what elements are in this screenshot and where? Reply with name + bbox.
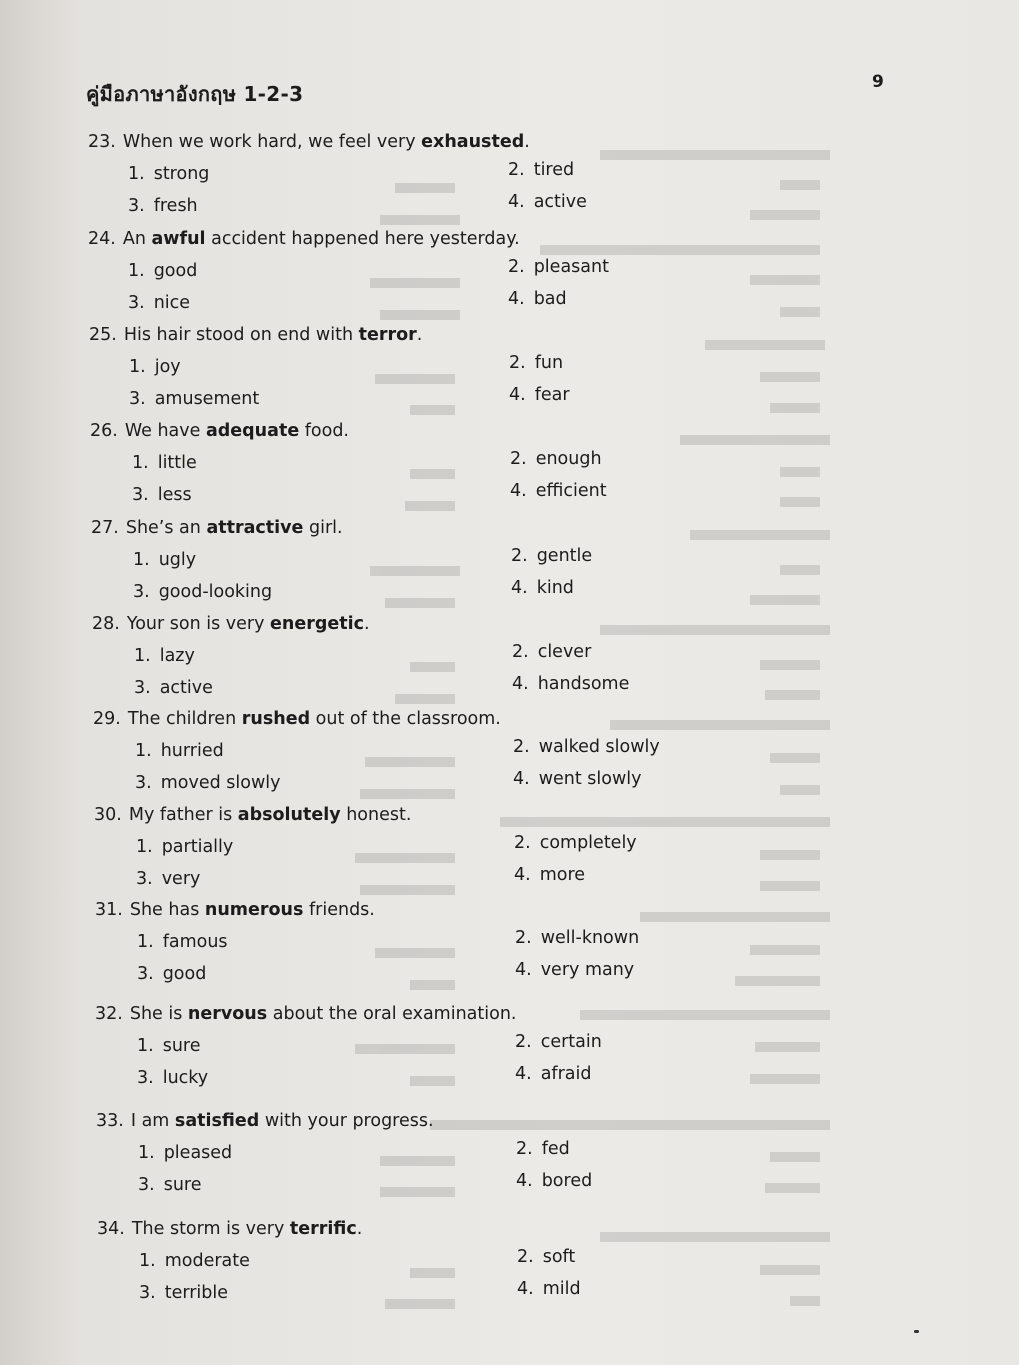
answer-option xyxy=(515,1032,602,1052)
option-text: gentle xyxy=(536,546,593,566)
question-stem xyxy=(95,900,975,920)
option-number: 3. xyxy=(132,485,149,505)
answer-option xyxy=(508,289,567,309)
option-number: 4. xyxy=(515,960,532,980)
answer-option xyxy=(513,737,660,757)
option-number: 2. xyxy=(516,1139,533,1159)
question-item xyxy=(91,518,971,602)
option-text: very xyxy=(161,869,201,889)
question-stem xyxy=(88,132,968,152)
question-text-pre: She has xyxy=(129,900,205,920)
question-stem xyxy=(96,1111,976,1131)
option-text: bored xyxy=(541,1171,593,1191)
question-number: 23. xyxy=(88,132,116,152)
question-number: 25. xyxy=(89,325,117,345)
option-number: 4. xyxy=(516,1171,533,1191)
question-keyword: terrific xyxy=(289,1219,357,1239)
option-number: 1. xyxy=(135,741,152,761)
option-number: 3. xyxy=(128,196,145,216)
option-number: 4. xyxy=(509,385,526,405)
option-number: 4. xyxy=(508,192,525,212)
option-text: active xyxy=(159,678,213,698)
answer-option xyxy=(133,550,196,570)
question-keyword: rushed xyxy=(241,709,311,729)
option-text: afraid xyxy=(540,1064,592,1084)
question-stem xyxy=(94,805,974,825)
option-number: 2. xyxy=(517,1247,534,1267)
option-text: fed xyxy=(541,1139,570,1159)
answer-option xyxy=(129,389,259,409)
question-number: 27. xyxy=(91,518,119,538)
question-stem xyxy=(95,1004,975,1024)
question-stem xyxy=(91,518,971,538)
answer-option xyxy=(516,1171,592,1191)
answer-option xyxy=(509,385,570,405)
answer-option xyxy=(513,769,642,789)
option-number: 3. xyxy=(137,964,154,984)
answer-option xyxy=(512,642,591,662)
answer-option xyxy=(135,741,224,761)
option-text: pleased xyxy=(163,1143,233,1163)
option-number: 4. xyxy=(508,289,525,309)
ink-speck xyxy=(914,1330,919,1333)
question-number: 29. xyxy=(93,709,121,729)
answer-option xyxy=(134,678,213,698)
option-number: 2. xyxy=(509,353,526,373)
option-text: soft xyxy=(542,1247,576,1267)
answer-option xyxy=(137,1068,208,1088)
answer-option xyxy=(517,1279,581,1299)
option-text: went slowly xyxy=(538,769,642,789)
option-text: little xyxy=(157,453,197,473)
question-keyword: numerous xyxy=(204,900,304,920)
option-text: partially xyxy=(161,837,234,857)
question-item xyxy=(90,421,970,505)
answer-option xyxy=(139,1283,228,1303)
option-text: nice xyxy=(153,293,191,313)
option-text: clever xyxy=(537,642,592,662)
option-number: 2. xyxy=(515,928,532,948)
answer-option xyxy=(132,453,197,473)
question-text-pre: She’s an xyxy=(125,518,207,538)
option-text: completely xyxy=(539,833,637,853)
option-text: lazy xyxy=(159,646,195,666)
question-stem xyxy=(89,325,969,345)
option-number: 1. xyxy=(134,646,151,666)
option-number: 2. xyxy=(508,257,525,277)
question-item xyxy=(88,132,968,216)
answer-option xyxy=(514,833,637,853)
page-header-title: คู่มือภาษาอังกฤษ 1-2-3 xyxy=(86,82,304,106)
option-number: 2. xyxy=(515,1032,532,1052)
question-text-pre: The children xyxy=(127,709,242,729)
option-text: tired xyxy=(533,160,575,180)
option-number: 2. xyxy=(510,449,527,469)
option-number: 3. xyxy=(128,293,145,313)
question-text-pre: We have xyxy=(124,421,206,441)
answer-option xyxy=(133,582,272,602)
answer-option xyxy=(508,192,587,212)
question-text-pre: The storm is very xyxy=(131,1219,290,1239)
question-keyword: satisfied xyxy=(174,1111,260,1131)
option-text: pleasant xyxy=(533,257,609,277)
question-keyword: absolutely xyxy=(237,805,341,825)
question-stem xyxy=(93,709,973,729)
question-stem xyxy=(90,421,970,441)
option-number: 4. xyxy=(512,674,529,694)
answer-option xyxy=(129,357,181,377)
option-text: ugly xyxy=(158,550,197,570)
answer-option xyxy=(128,164,209,184)
option-number: 4. xyxy=(510,481,527,501)
option-number: 3. xyxy=(129,389,146,409)
answer-option xyxy=(128,261,197,281)
option-text: fresh xyxy=(153,196,198,216)
question-item xyxy=(92,614,972,698)
option-text: active xyxy=(533,192,587,212)
answer-option xyxy=(136,869,200,889)
option-text: lucky xyxy=(162,1068,209,1088)
option-text: good-looking xyxy=(158,582,273,602)
option-number: 3. xyxy=(134,678,151,698)
option-number: 4. xyxy=(515,1064,532,1084)
answer-option xyxy=(517,1247,575,1267)
question-item xyxy=(97,1219,977,1303)
option-number: 1. xyxy=(133,550,150,570)
answer-option xyxy=(136,837,233,857)
answer-option xyxy=(135,773,280,793)
option-number: 1. xyxy=(139,1251,156,1271)
option-number: 1. xyxy=(136,837,153,857)
answer-option xyxy=(137,964,206,984)
question-keyword: terror xyxy=(358,325,417,345)
option-text: good xyxy=(153,261,198,281)
question-text-pre: Your son is very xyxy=(126,614,271,634)
question-number: 32. xyxy=(95,1004,123,1024)
answer-option xyxy=(132,485,192,505)
question-text-post: . xyxy=(524,132,530,152)
question-text-pre: She is xyxy=(129,1004,188,1024)
question-text-pre: My father is xyxy=(128,805,238,825)
option-text: walked slowly xyxy=(538,737,660,757)
question-number: 24. xyxy=(88,229,116,249)
answer-option xyxy=(515,960,634,980)
option-text: handsome xyxy=(537,674,630,694)
question-keyword: nervous xyxy=(187,1004,268,1024)
question-text-pre: His hair stood on end with xyxy=(123,325,359,345)
answer-option xyxy=(516,1139,570,1159)
answer-option xyxy=(508,160,574,180)
answer-option xyxy=(139,1251,250,1271)
answer-option xyxy=(137,1036,201,1056)
question-text-post: with your progress. xyxy=(259,1111,434,1131)
option-text: more xyxy=(539,865,586,885)
question-text-post: out of the classroom. xyxy=(310,709,501,729)
option-number: 3. xyxy=(135,773,152,793)
option-text: good xyxy=(162,964,207,984)
question-keyword: attractive xyxy=(206,518,304,538)
answer-option xyxy=(511,546,592,566)
option-text: moved slowly xyxy=(160,773,281,793)
answer-option xyxy=(128,293,190,313)
question-item xyxy=(95,900,975,984)
option-text: fun xyxy=(534,353,564,373)
answer-option xyxy=(137,932,228,952)
question-item xyxy=(96,1111,976,1195)
option-text: very many xyxy=(540,960,635,980)
option-text: enough xyxy=(535,449,602,469)
question-text-post: . xyxy=(364,614,370,634)
question-number: 30. xyxy=(94,805,122,825)
answer-option xyxy=(138,1143,232,1163)
page-number: 9 xyxy=(872,72,884,92)
answer-option xyxy=(510,449,602,469)
option-number: 2. xyxy=(514,833,531,853)
option-text: less xyxy=(157,485,192,505)
answer-option xyxy=(511,578,574,598)
option-text: bad xyxy=(533,289,567,309)
question-text-post: accident happened here yesterday. xyxy=(205,229,520,249)
question-text-post: honest. xyxy=(340,805,412,825)
option-number: 3. xyxy=(133,582,150,602)
option-text: strong xyxy=(153,164,210,184)
answer-option xyxy=(138,1175,202,1195)
answer-option xyxy=(134,646,195,666)
option-text: mild xyxy=(542,1279,581,1299)
question-text-pre: I am xyxy=(130,1111,175,1131)
question-item xyxy=(93,709,973,793)
question-keyword: energetic xyxy=(270,614,364,634)
answer-option xyxy=(509,353,563,373)
question-text-post: friends. xyxy=(303,900,375,920)
option-text: certain xyxy=(540,1032,602,1052)
option-text: well-known xyxy=(540,928,640,948)
option-number: 1. xyxy=(128,261,145,281)
answer-option xyxy=(128,196,198,216)
option-number: 2. xyxy=(513,737,530,757)
question-item xyxy=(88,229,968,313)
question-keyword: exhausted xyxy=(421,132,525,152)
option-text: terrible xyxy=(164,1283,229,1303)
question-number: 28. xyxy=(92,614,120,634)
option-text: famous xyxy=(162,932,228,952)
option-text: sure xyxy=(162,1036,201,1056)
question-stem xyxy=(88,229,968,249)
option-number: 1. xyxy=(132,453,149,473)
option-number: 4. xyxy=(517,1279,534,1299)
option-number: 1. xyxy=(137,932,154,952)
answer-option xyxy=(515,928,639,948)
question-number: 34. xyxy=(97,1219,125,1239)
option-number: 3. xyxy=(138,1175,155,1195)
option-text: hurried xyxy=(160,741,224,761)
answer-option xyxy=(514,865,585,885)
option-text: moderate xyxy=(164,1251,250,1271)
option-number: 2. xyxy=(511,546,528,566)
option-number: 1. xyxy=(138,1143,155,1163)
answer-option xyxy=(515,1064,591,1084)
question-text-post: . xyxy=(356,1219,363,1239)
question-item xyxy=(95,1004,975,1088)
question-text-post: girl. xyxy=(303,518,343,538)
question-stem xyxy=(92,614,972,634)
question-text-pre: An xyxy=(122,229,152,249)
question-text-post: about the oral examination. xyxy=(267,1004,517,1024)
option-number: 4. xyxy=(511,578,528,598)
option-number: 4. xyxy=(513,769,530,789)
question-item xyxy=(94,805,974,889)
option-text: efficient xyxy=(535,481,607,501)
question-stem xyxy=(97,1219,977,1239)
question-number: 26. xyxy=(90,421,118,441)
answer-option xyxy=(510,481,607,501)
question-text-post: . xyxy=(416,325,423,345)
option-number: 1. xyxy=(137,1036,154,1056)
question-number: 31. xyxy=(95,900,123,920)
option-text: sure xyxy=(163,1175,202,1195)
option-number: 2. xyxy=(508,160,525,180)
option-text: kind xyxy=(536,578,574,598)
option-number: 1. xyxy=(129,357,146,377)
option-number: 3. xyxy=(139,1283,156,1303)
option-number: 2. xyxy=(512,642,529,662)
question-keyword: adequate xyxy=(205,421,300,441)
answer-option xyxy=(512,674,629,694)
option-text: amusement xyxy=(154,389,260,409)
question-item xyxy=(89,325,969,409)
option-number: 1. xyxy=(128,164,145,184)
option-number: 3. xyxy=(137,1068,154,1088)
question-keyword: awful xyxy=(151,229,206,249)
question-number: 33. xyxy=(96,1111,124,1131)
option-text: joy xyxy=(154,357,181,377)
option-text: fear xyxy=(534,385,570,405)
option-number: 3. xyxy=(136,869,153,889)
question-text-post: food. xyxy=(299,421,349,441)
option-number: 4. xyxy=(514,865,531,885)
question-text-pre: When we work hard, we feel very xyxy=(122,132,422,152)
answer-option xyxy=(508,257,609,277)
